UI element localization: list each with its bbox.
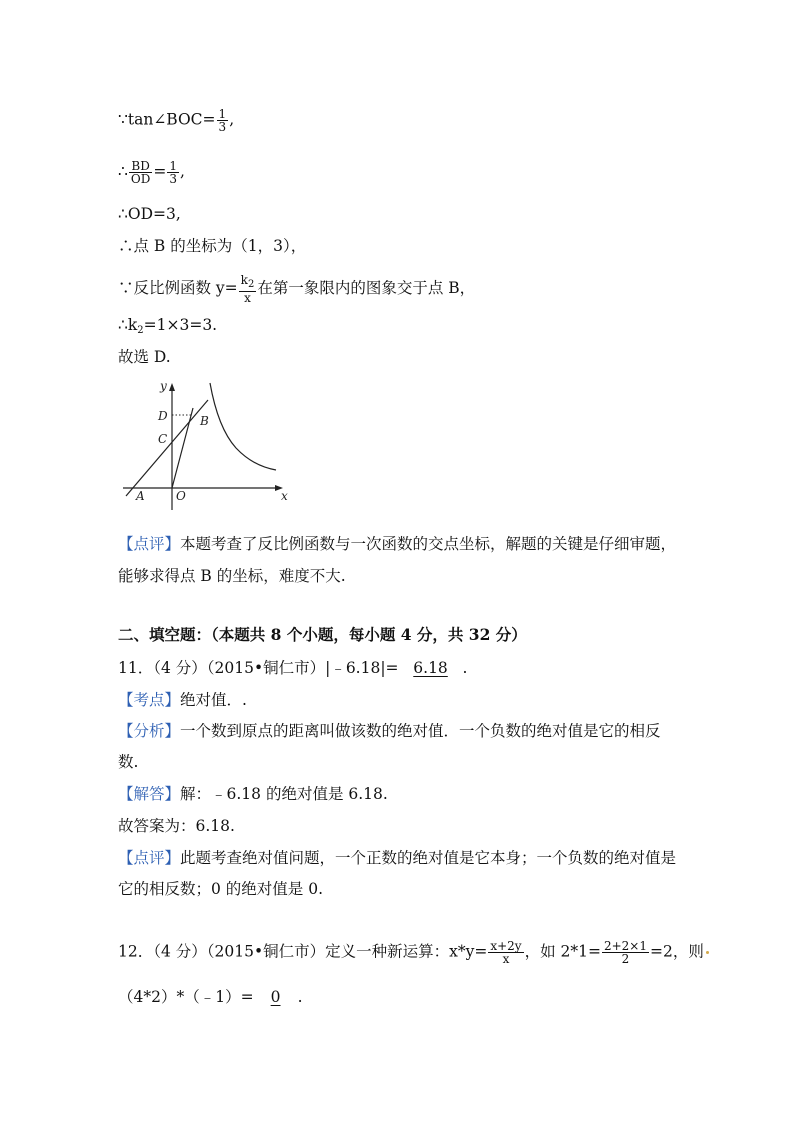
label-y: y (160, 379, 167, 393)
y-axis-arrow (169, 383, 175, 391)
fraction: $\frac{BD}{OD}$ (130, 159, 151, 186)
function-graph (118, 378, 293, 513)
tag-dianping: 【点评】 (118, 535, 181, 553)
solution-line-2: ∴ $\frac{BD}{OD}$ = $\frac{1}{3}$ , (118, 159, 185, 186)
label-a: A (136, 489, 145, 503)
section-heading: 二、填空题：（本题共 8 个小题，每小题 4 分，共 32 分） (118, 625, 527, 644)
tag-jieda: 【解答】 (118, 785, 181, 803)
q11-fenxi-1: 【分析】一个数到原点的距离叫做该数的绝对值．一个负数的绝对值是它的相反 (118, 722, 661, 740)
text: ∵tan∠BOC= (118, 110, 216, 129)
q11-stem: 11．（4 分）（2015•铜仁市）|﹣6.18|= 6.18 . (118, 659, 468, 677)
q12-stem-2: （4*2）*（﹣1）= 0 . (118, 988, 303, 1006)
comment-line-2: 能够求得点 B 的坐标，难度不大. (118, 567, 346, 585)
q11-jieda: 【解答】解：﹣6.18 的绝对值是 6.18. (118, 785, 388, 803)
mark-dot (706, 951, 709, 954)
line-ob (172, 408, 193, 488)
label-x: x (281, 489, 288, 503)
solution-line-4: ∴点 B 的坐标为（1，3）， (118, 237, 307, 255)
tag-dianping: 【点评】 (118, 849, 181, 867)
solution-line-1 (118, 108, 234, 133)
q11-dianping-2: 它的相反数；0 的绝对值是 0. (118, 880, 324, 898)
q11-kaodian: 【考点】绝对值．. (118, 691, 247, 709)
fraction: $\frac{k_2}{x}$ (240, 273, 255, 305)
text: , (229, 110, 235, 129)
solution-line-5: ∵反比例函数 y= $\frac{k_2}{x}$ 在第一象限内的图象交于点 B， (118, 273, 476, 305)
fraction: $\frac{1}{3}$ (169, 159, 177, 186)
label-o: O (176, 489, 186, 503)
tag-fenxi: 【分析】 (118, 722, 181, 740)
comment-line-1: 【点评】本题考查了反比例函数与一次函数的交点坐标，解题的关键是仔细审题， (118, 535, 677, 553)
label-d: D (158, 409, 168, 423)
fraction: $\frac{1}{3}$ (218, 107, 227, 134)
q11-dianping-1: 【点评】此题考查绝对值问题，一个正数的绝对值是它本身；一个负数的绝对值是 (118, 849, 677, 867)
answer-blank: 0 (270, 988, 281, 1006)
text: ∴ (118, 162, 128, 181)
solution-line-7: 故选 D. (118, 348, 171, 366)
q12-stem: 12．（4 分）（2015•铜仁市）定义一种新运算：x*y= $\frac{x+2y}{x}$ ，如 2*1= $\frac{2+2\times 1}{2}$ =2，则 (118, 940, 711, 965)
tag-kaodian: 【考点】 (118, 691, 181, 709)
hyperbola-curve (210, 383, 276, 470)
answer-blank: 6.18 (413, 659, 448, 677)
label-b: B (200, 414, 209, 428)
fraction: $\frac{x+2y}{x}$ (490, 939, 522, 966)
label-c: C (158, 432, 168, 446)
q11-answer-line: 故答案为：6.18. (118, 817, 235, 835)
fraction: $\frac{2+2\times 1}{2}$ (603, 939, 647, 966)
solution-line-3: ∴OD=3, (118, 205, 181, 223)
solution-line-6: $\therefore k_2=1\times 3=3$. (118, 316, 218, 336)
q11-fenxi-2: 数. (118, 753, 139, 771)
